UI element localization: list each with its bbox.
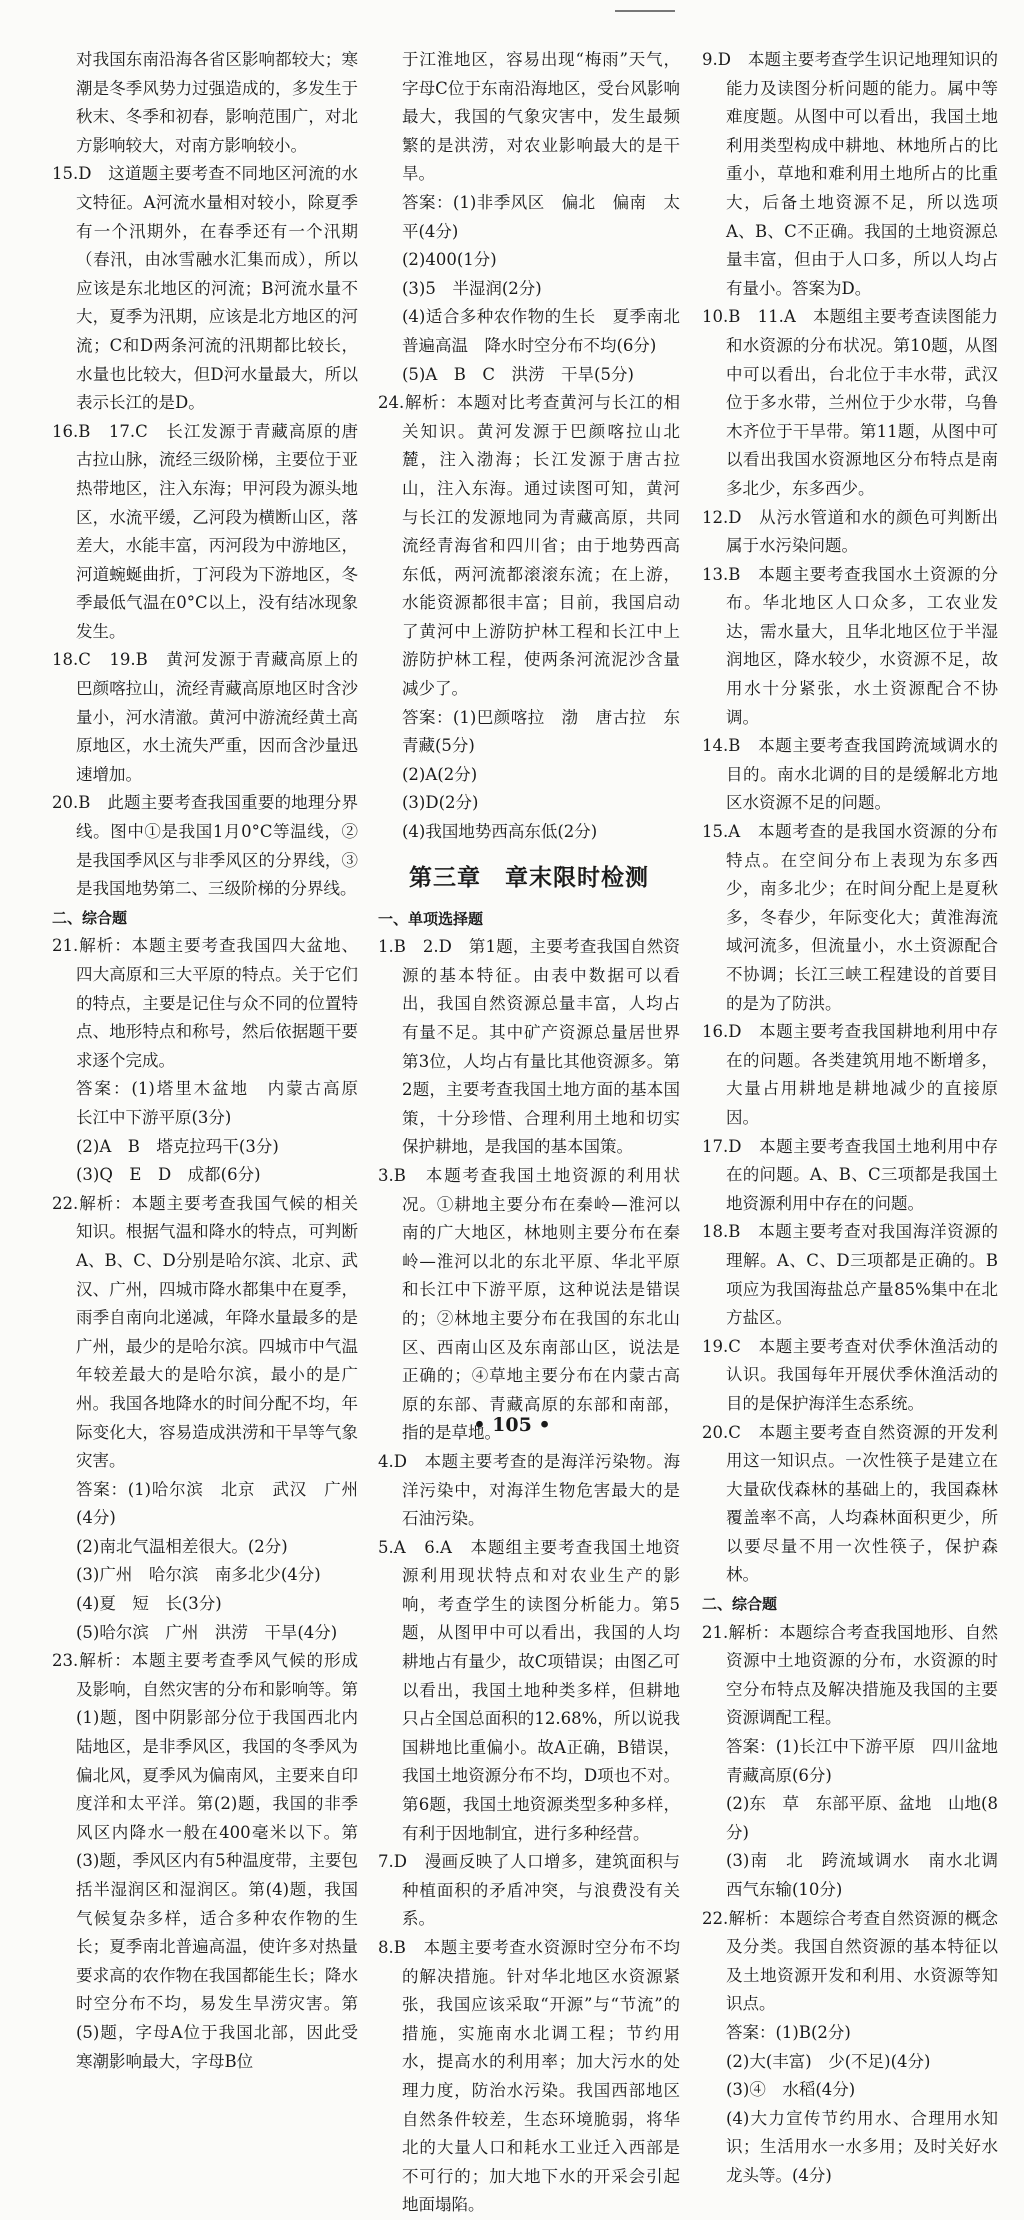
answer-paragraph: (2)A(2分) [402, 764, 478, 784]
answer-paragraph: 于江淮地区，容易出现“梅雨”天气，字母C位于东南沿海地区，受台风影响最大，我国的气象灾害中，发生最频繁的是洪涝，对农业影响最大的是干旱。 [402, 50, 680, 184]
answer-paragraph: (3)南 北 跨流域调水 南水北调 西气东输(10分) [726, 1851, 1015, 1899]
answer-paragraph: 18.B 本题主要考查对我国海洋资源的理解。A、C、D三项都是正确的。B项应为我国海盐总产量85%集中在北方盐区。 [702, 1222, 998, 1328]
answer-paragraph: 1.B 2.D 第1题，主要考查我国自然资源的基本特征。由表中数据可以看出，我国自然资源总量丰富，人均占有量不足。其中矿产资源总量居世界第3位，人均占有量比其他资源多。第2题，主要考查我国土地方面的基本国策，十分珍惜、合理利用土地和切实保护耕地，是我国的基本国策。 [378, 937, 680, 1157]
answer-paragraph: 12.D 从污水管道和水的颜色可判断出属于水污染问题。 [702, 507, 998, 556]
answer-paragraph: 3.B 本题考查我国土地资源的利用状况。①耕地主要分布在秦岭—淮河以南的广大地区，林地则主要分布在秦岭—淮河以北的东北平原、华北平原和长江中下游平原，这种说法是错误的；②林地主要分布在我国的东北山区、西南山区及东南部山区，说法是正确的；④草地主要分布在内蒙古高原的东部、青藏高原的东部和南部，指的是草地。 [378, 1165, 680, 1443]
answer-paragraph: 答案：(1)长江中下游平原 四川盆地 青藏高原(6分) [726, 1737, 1015, 1785]
answer-paragraph: 19.C 本题主要考查对伏季休渔活动的认识。我国每年开展伏季休渔活动的目的是保护海洋生态系统。 [702, 1336, 998, 1413]
answer-paragraph: (3)广州 哈尔滨 南多北少(4分) [76, 1565, 321, 1585]
answer-paragraph: (3)Q E D 成都(6分) [76, 1165, 261, 1185]
answer-paragraph: (5)哈尔滨 广州 洪涝 干旱(4分) [76, 1622, 338, 1642]
answer-paragraph: (2)A B 塔克拉玛干(3分) [76, 1136, 279, 1156]
top-rule [615, 10, 675, 12]
answer-paragraph: 21.解析：本题主要考查我国四大盆地、四大高原和三大平原的特点。关于它们的特点，主要是记住与众不同的位置特点、地形特点和称号，然后依据题干要求逐个完成。 [52, 936, 358, 1070]
answer-paragraph: (4)大力宣传节约用水、合理用水知识；生活用水一水多用；及时关好水龙头等。(4分) [726, 2108, 998, 2185]
column-right [702, 46, 1015, 2191]
answer-paragraph: 22.解析：本题主要考查我国气候的相关知识。根据气温和降水的特点，可判断A、B、C、D分别是哈尔滨、北京、武汉、广州，四城市降水都集中在夏季，雨季自南向北递减，年降水量最多的是广州，最少的是哈尔滨。四城市中气温年较差最大的是哈尔滨，最小的是广州。我国各地降水的时间分配不均，年际变化大，容易造成洪涝和干旱等气象灾害。 [52, 1193, 358, 1471]
answer-paragraph: (3)④ 水稻(4分) [726, 2080, 856, 2100]
answer-paragraph: 7.D 漫画反映了人口增多，建筑面积与种植面积的矛盾冲突，与浪费没有关系。 [378, 1852, 680, 1929]
answer-paragraph: 23.解析：本题主要考查季风气候的形成及影响，自然灾害的分布和影响等。第(1)题，图中阴影部分位于我国西北内陆地区，是非季风区，我国的冬季风为偏北风，夏季风为偏南风，主要来自印度洋和太平洋。第(2)题，我国的非季风区内降水一般在400毫米以下。第(3)题，季风区内有5种温度带，主要包括半湿润区和湿润区。第(4)题，我国气候复杂多样，适合多种农作物的生长；夏季南北普遍高温，使许多对热量要求高的农作物在我国都能生长；降水时空分布不均，易发生旱涝灾害。第(5)题，字母A位于我国北部，因此受寒潮影响最大，字母B位 [52, 1651, 358, 2071]
answer-paragraph: 5.A 6.A 本题组主要考查我国土地资源利用现状特点和对农业生产的影响，考查学生的读图分析能力。第5题，从图甲中可以看出，我国的人均耕地占有量少，故C项错误；由图乙可以看出，我国土地种类多样，但耕地只占全国总面积的12.68%，所以说我国耕地比重偏小。故A正确，B错误，我国土地资源分布不均，D项也不对。第6题，我国土地资源类型多种多样，有利于因地制宜，进行多种经营。 [378, 1537, 680, 1843]
section-heading: 二、综合题 [702, 1595, 778, 1614]
chapter-heading: 第三章 章末限时检测 [409, 864, 649, 891]
answer-paragraph: 答案：(1)塔里木盆地 内蒙古高原 长江中下游平原(3分) [76, 1079, 375, 1127]
answer-paragraph: 20.B 此题主要考查我国重要的地理分界线。图中①是我国1月0°C等温线，②是我国季风区与非季风区的分界线，③是我国地势第二、三级阶梯的分界线。 [52, 793, 358, 899]
answer-paragraph: 答案：(1)哈尔滨 北京 武汉 广州(4分) [76, 1479, 358, 1528]
answer-paragraph: 15.D 这道题主要考查不同地区河流的水文特征。A河流水量相对较小，除夏季有一个汛期外，在春季还有一个汛期（春汛，由冰雪融水汇集而成），所以应该是东北地区的河流；B河流水量不大，夏季为汛期，应该是北方地区的河流；C和D两条河流的汛期都比较长，水量也比较大，但D河水量最大，所以表示长江的是D。 [52, 164, 358, 413]
answer-paragraph: (4)夏 短 长(3分) [76, 1594, 222, 1614]
answer-paragraph: (4)适合多种农作物的生长 夏季南北普遍高温 降水时空分布不均(6分) [402, 307, 680, 355]
answer-paragraph: (2)南北气温相差很大。(2分) [76, 1536, 288, 1556]
answer-paragraph: 答案：(1)非季风区 偏北 偏南 太平(4分) [402, 192, 680, 241]
answer-paragraph: 16.B 17.C 长江发源于青藏高原的唐古拉山脉，流经三级阶梯，主要位于亚热带地区，注入东海；甲河段为源头地区，水流平缓，乙河段为横断山区，落差大，水能丰富，丙河段为中游地区，河道蜿蜒曲折，丁河段为下游地区，冬季最低气温在0°C以上，没有结冰现象发生。 [52, 421, 358, 641]
answer-paragraph: (2)400(1分) [402, 250, 497, 270]
answer-paragraph: 答案：(1)巴颜喀拉 渤 唐古拉 东 青藏(5分) [402, 707, 697, 756]
answer-paragraph: 对我国东南沿海各省区影响都较大；寒潮是冬季风势力过强造成的，多发生于秋末、冬季和初春，影响范围广，对北方影响较大，对南方影响较小。 [76, 50, 358, 155]
answer-paragraph: 14.B 本题主要考查我国跨流域调水的目的。南水北调的目的是缓解北方地区水资源不足的问题。 [702, 736, 998, 813]
answer-paragraph: 17.D 本题主要考查我国土地利用中存在的问题。A、B、C三项都是我国土地资源利用中存在的问题。 [702, 1136, 998, 1213]
page-number: • 105 • [473, 1414, 551, 1436]
answer-paragraph: 24.解析：本题对比考查黄河与长江的相关知识。黄河发源于巴颜喀拉山北麓，注入渤海；长江发源于唐古拉山，注入东海。通过读图可知，黄河与长江的发源地同为青藏高原，共同流经青海省和四川省；由于地势西高东低，两河流都滚滚东流；在上游，水能资源都很丰富；目前，我国启动了黄河中上游防护林工程和长江中上游防护林工程，使两条河流泥沙含量减少了。 [378, 393, 680, 699]
answer-paragraph: (2)东 草 东部平原、盆地 山地(8分) [726, 1794, 998, 1842]
answer-paragraph: 20.C 本题主要考查自然资源的开发利用这一知识点。一次性筷子是建立在大量砍伐森林的基础上的，我国森林覆盖率不高，人均森林面积更少，所以要尽量不用一次性筷子，保护森林。 [702, 1422, 998, 1585]
column-middle [378, 46, 697, 2220]
answer-paragraph: (3)D(2分) [402, 793, 479, 813]
answer-paragraph: 22.解析：本题综合考查自然资源的概念及分类。我国自然资源的基本特征以及土地资源开发和利用、水资源等知识点。 [702, 1908, 998, 2014]
answer-paragraph: 16.D 本题主要考查我国耕地利用中存在的问题。各类建筑用地不断增多，大量占用耕地是耕地减少的直接原因。 [702, 1022, 998, 1127]
answer-paragraph: 10.B 11.A 本题组主要考查读图能力和水资源的分布状况。第10题，从图中可以看出，台北位于丰水带，武汉位于多水带，兰州位于少水带，乌鲁木齐位于干旱带。第11题，从图中可以看出我国水资源地区分布特点是南多北少，东多西少。 [702, 307, 998, 498]
answer-paragraph: 21.解析：本题综合考查我国地形、自然资源中土地资源的分布，水资源的时空分布特点及解决措施及我国的主要资源调配工程。 [702, 1622, 998, 1728]
column-left [52, 46, 375, 2076]
section-heading: 二、综合题 [52, 908, 128, 927]
answer-paragraph: (4)我国地势西高东低(2分) [402, 822, 598, 842]
answer-paragraph: 8.B 本题主要考查水资源时空分布不均的解决措施。针对华北地区水资源紧张，我国应该采取“开源”与“节流”的措施，实施南水北调工程；节约用水，提高水的利用率；加大污水的处理力度，防治水污染。我国西部地区自然条件较差，生态环境脆弱，将华北的大量人口和耗水工业迁入西部是不可行的；加大地下水的开采会引起地面塌陷。 [378, 1938, 680, 2215]
answer-paragraph: 18.C 19.B 黄河发源于青藏高原上的巴颜喀拉山，流经青藏高原地区时含沙量小，河水清澈。黄河中游流经黄土高原地区，水土流失严重，因而含沙量迅速增加。 [52, 650, 358, 784]
answer-paragraph: 13.B 本题主要考查我国水土资源的分布。华北地区人口众多，工农业发达，需水量大，且华北地区位于半湿润地区，降水较少，水资源不足，故用水十分紧张，水土资源配合不协调。 [702, 564, 998, 727]
answer-paragraph: 15.A 本题考查的是我国水资源的分布特点。在空间分布上表现为东多西少，南多北少；在时间分配上是夏秋多，冬春少，年际变化大；黄淮海流域河流多，但流量小，水土资源配合不协调；长江三峡工程建设的首要目的是为了防洪。 [702, 822, 998, 1013]
answer-paragraph: (3)5 半湿润(2分) [402, 278, 542, 298]
answer-paragraph: (5)A B C 洪涝 干旱(5分) [402, 364, 634, 384]
answer-paragraph: 答案：(1)B(2分) [726, 2022, 851, 2042]
answer-paragraph: 4.D 本题主要考查的是海洋污染物。海洋污染中，对海洋生物危害最大的是石油污染。 [378, 1451, 680, 1529]
answer-paragraph: (2)大(丰富) 少(不足)(4分) [726, 2051, 931, 2071]
section-heading: 一、单项选择题 [378, 909, 484, 928]
answer-paragraph: 9.D 本题主要考查学生识记地理知识的能力及读图分析问题的能力。属中等难度题。从图中可以看出，我国土地利用类型构成中耕地、林地所占的比重小，草地和难利用土地所占的比重大，后备土地资源不足，所以选项A、B、C不正确。我国的土地资源总量丰富，但由于人口多，所以人均占有量小。答案为D。 [702, 50, 998, 298]
